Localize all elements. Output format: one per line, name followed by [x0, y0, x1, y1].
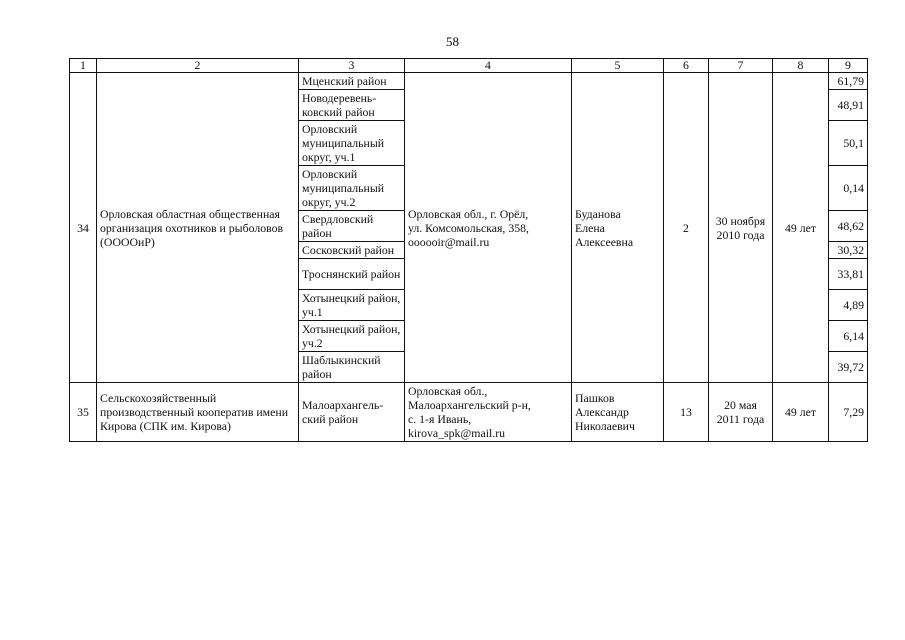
head-name-line: Николаевич — [575, 419, 635, 433]
area-value: 30,32 — [829, 242, 868, 259]
date-line: 30 ноября — [715, 213, 766, 228]
column-header: 9 — [829, 59, 868, 73]
column-header: 5 — [572, 59, 664, 73]
district-name: Орловский муниципальный округ, уч.1 — [299, 121, 405, 166]
area-value: 39,72 — [829, 352, 868, 383]
district-name: Хотынецкий район, уч.2 — [299, 321, 405, 352]
address-line: Орловская обл., г. Орёл, — [408, 206, 529, 221]
table-row — [70, 383, 868, 442]
head-name-line: Буданова — [575, 206, 621, 221]
table-row — [70, 73, 868, 90]
row-number: 35 — [70, 383, 97, 442]
district-name: Орловский муниципальный округ, уч.2 — [299, 166, 405, 211]
column-header: 6 — [664, 59, 709, 73]
count-cell: 13 — [664, 383, 709, 442]
district-name: Троснянский район — [299, 259, 405, 290]
district-name: Шаблыкинский район — [299, 352, 405, 383]
head-name — [572, 73, 664, 383]
address-line: kirova_spk@mail.ru — [408, 426, 506, 440]
column-header: 3 — [299, 59, 405, 73]
term-cell: 49 лет — [773, 383, 829, 442]
district-name: Новодеревень-ковский район — [299, 90, 405, 121]
district-name: Хотынецкий район, уч.1 — [299, 290, 405, 321]
address-line: Малоархангельский р-н, — [408, 398, 531, 412]
column-header: 1 — [70, 59, 97, 73]
address-line: Орловская обл., — [408, 384, 488, 398]
area-value: 7,29 — [829, 383, 868, 442]
date-line: 20 мая — [724, 398, 757, 412]
column-header: 2 — [97, 59, 299, 73]
page-number: 58 — [446, 34, 459, 49]
date-cell — [709, 73, 773, 383]
area-value: 50,1 — [829, 121, 868, 166]
head-name-line: Елена — [575, 220, 605, 235]
address-line: ул. Комсомольская, 358, — [408, 220, 529, 235]
area-value: 0,14 — [829, 166, 868, 211]
organization-name: Орловская областная общественная организация охотников и рыболовов (ООООиР) — [97, 73, 299, 383]
head-name — [572, 383, 664, 442]
registry-table — [69, 58, 868, 442]
row-number: 34 — [70, 73, 97, 383]
district-name: Малоархангель-ский район — [299, 383, 405, 442]
head-name-line: Александр — [575, 405, 629, 419]
area-value: 6,14 — [829, 321, 868, 352]
area-value: 4,89 — [829, 290, 868, 321]
term-cell: 49 лет — [773, 73, 829, 383]
date-line: 2010 года — [716, 227, 765, 242]
organization-name: Сельскохозяйственный производственный кооператив имени Кирова (СПК им. Кирова) — [97, 383, 299, 442]
date-line: 2011 года — [716, 412, 765, 426]
district-name: Свердловский район — [299, 211, 405, 242]
address — [405, 383, 572, 442]
district-name: Мценский район — [299, 73, 405, 90]
district-name: Сосковский район — [299, 242, 405, 259]
area-value: 33,81 — [829, 259, 868, 290]
head-name-line: Пашков — [575, 391, 615, 405]
date-cell — [709, 383, 773, 442]
head-name-line: Алексеевна — [575, 234, 634, 249]
area-value: 61,79 — [829, 73, 868, 90]
address-line: oooooir@mail.ru — [408, 234, 490, 249]
header-row — [70, 59, 868, 73]
area-value: 48,91 — [829, 90, 868, 121]
address-line: с. 1-я Ивань, — [408, 412, 472, 426]
address — [405, 73, 572, 383]
area-value: 48,62 — [829, 211, 868, 242]
column-header: 4 — [405, 59, 572, 73]
count-cell: 2 — [664, 73, 709, 383]
column-header: 7 — [709, 59, 773, 73]
column-header: 8 — [773, 59, 829, 73]
